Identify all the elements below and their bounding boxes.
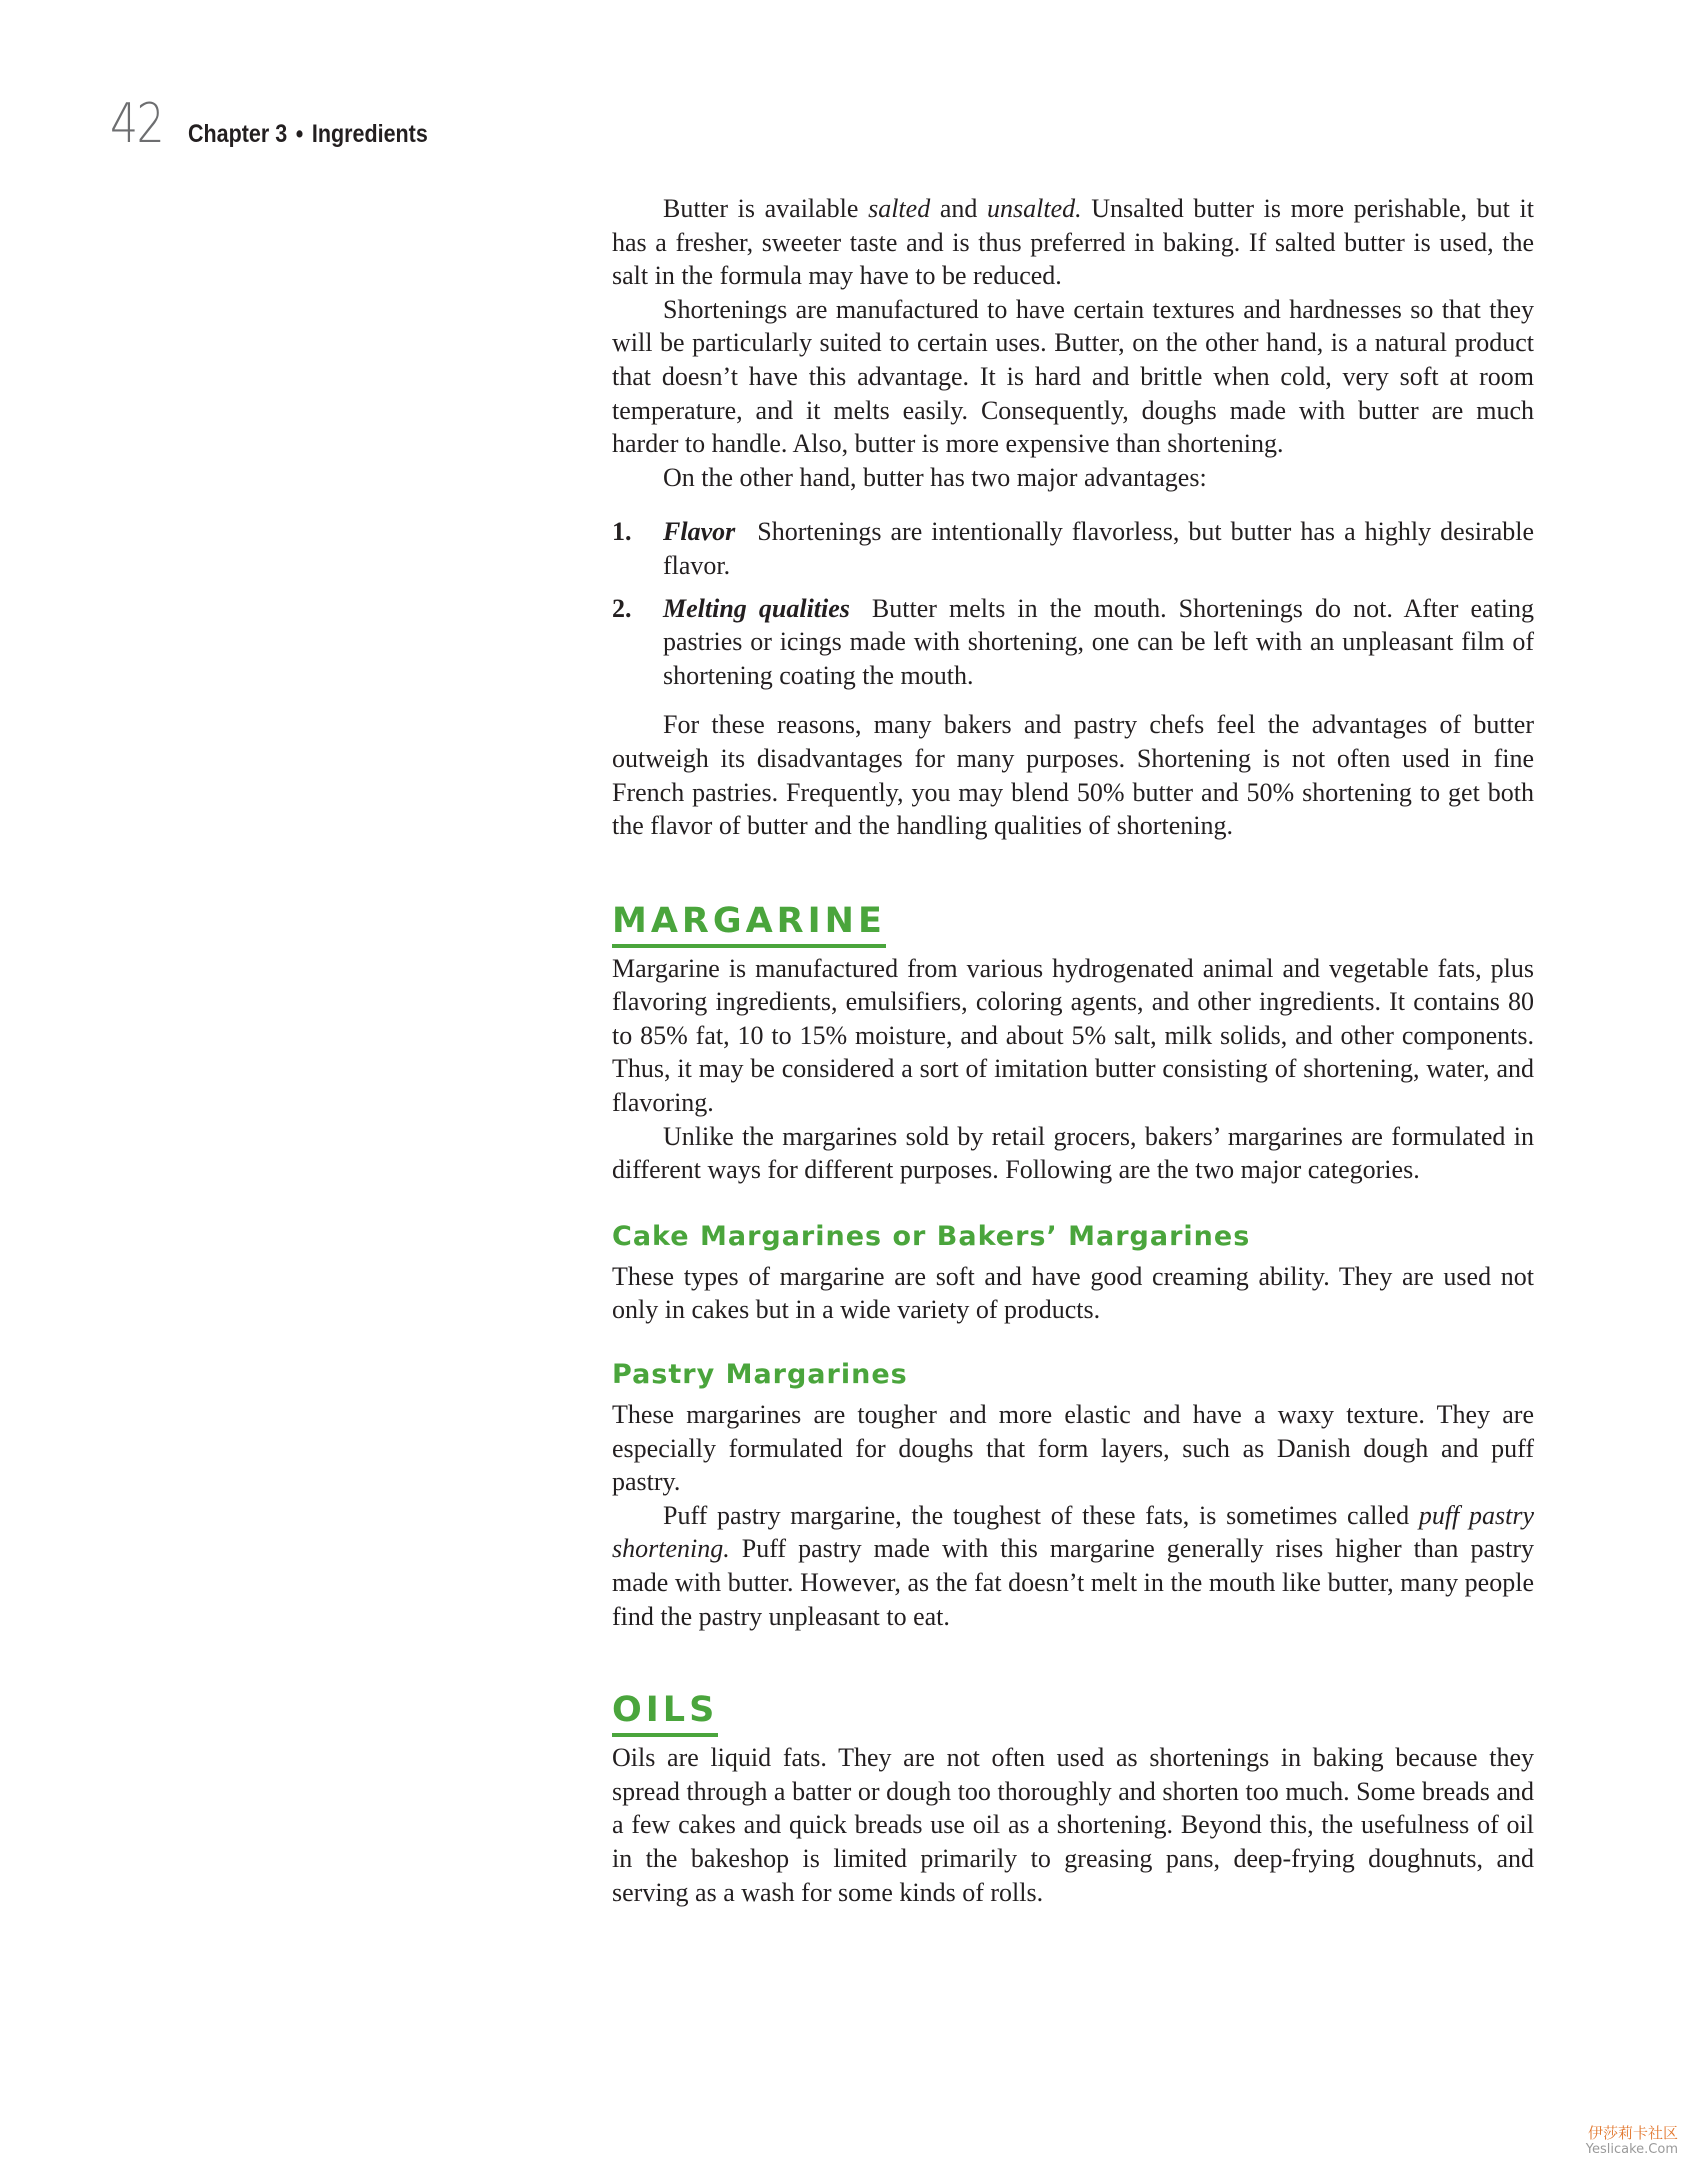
section-label: Ingredients — [311, 120, 428, 148]
butter-paragraph-2: Shortenings are manufactured to have certain textures and hardnesses so that they will be particularly suited to certain uses. Butter, on the other hand, is a natural product that doesn’t have this advantage. It is hard and brittle when cold, very soft at room temperature, and it melts easily. Consequently, doughs made with butter are much harder to handle. Also, butter is more expensive than shortening. — [612, 294, 1534, 459]
list-term: Melting qualities — [663, 593, 850, 623]
oils-paragraph-1: Oils are liquid fats. They are not often used as shortenings in baking because they spread through a batter or dough too thoroughly and shorten too much. Some breads and a few cakes and quick breads use oil as a shortening. Beyond this, the usefulness of oil in the bakeshop is limited primarily to greasing pans, deep-frying doughnuts, and serving as a wash for some kinds of rolls. — [612, 1743, 1534, 1907]
running-head — [188, 120, 428, 149]
butter-paragraph-4: For these reasons, many bakers and pastry chefs feel the advantages of butter outweigh its disadvantages for many purposes. Shortening is not often used in fine French pastries. Frequently, you may blend 50% butter and 50% shortening to get both the flavor of butter and the handling qualities of shortening. — [612, 710, 1534, 841]
advantages-list — [612, 515, 1534, 692]
puff-pastry-shortening-term: puff pastry shortening. — [612, 1500, 1534, 1564]
page-number: 42 — [110, 92, 164, 155]
site-watermark — [1586, 2124, 1678, 2158]
pastry-margarines-paragraph-2: Puff pastry margarine, the toughest of these fats, is sometimes called puff pastry shortening. Puff pastry made with this margarine generally rises higher than pastry made with butter. However, as the fat doesn’t melt in the mouth like butter, many people find the pastry unpleasant to eat. — [612, 1500, 1534, 1631]
list-number: 2. — [612, 593, 632, 623]
cake-margarines-heading: Cake Margarines or Bakers’ Margarines — [612, 1220, 1251, 1252]
margarine-paragraph-1: Margarine is manufactured from various hydrogenated animal and vegetable fats, plus flavoring ingredients, emulsifiers, coloring agents, and other ingredients. It contains 80 to 85% fat, 10 to 15% moisture, and about 5% salt, milk solids, and other components. Thus, it may be considered a sort of imitation butter consisting of shortening, water, and flavoring. — [612, 953, 1534, 1118]
margarine-heading-wrap — [612, 900, 1534, 948]
list-number: 1. — [612, 517, 632, 547]
watermark-chinese: 伊莎莉卡社区 — [1587, 2124, 1678, 2142]
running-header — [110, 92, 467, 155]
list-term: Flavor — [663, 517, 736, 547]
bullet-separator: • — [295, 120, 304, 148]
butter-paragraph-1: Butter is available salted and unsalted. Unsalted butter is more perishable, but it has a fresher, sweeter taste and is thus preferred in baking. If salted butter is used, the salt in the formula may have to be reduced. — [612, 194, 1534, 291]
salted-term: salted — [868, 194, 931, 223]
oils-heading-wrap — [612, 1689, 1534, 1737]
watermark-url: Yeslicake.Com — [1585, 2142, 1678, 2157]
cake-margarines-text: These types of margarine are soft and have good creaming ability. They are used not only in cakes but in a wide variety of products. — [612, 1261, 1534, 1325]
chapter-label: Chapter 3 — [188, 120, 288, 148]
margarine-heading: MARGARINE — [612, 900, 886, 948]
pastry-margarines-paragraph-1: These margarines are tougher and more elastic and have a waxy texture. They are especially formulated for doughs that form layers, such as Danish dough and puff pastry. — [612, 1400, 1534, 1497]
list-text: Shortenings are intentionally flavorless, but butter has a highly desirable flavor. — [663, 517, 1534, 580]
list-item — [612, 592, 1534, 693]
pastry-margarines-heading: Pastry Margarines — [612, 1359, 908, 1391]
unsalted-term: unsalted. — [987, 194, 1082, 223]
text-column — [612, 192, 1534, 1909]
oils-heading: OILS — [612, 1689, 718, 1737]
butter-paragraph-3: On the other hand, butter has two major advantages: — [663, 462, 1207, 492]
margarine-paragraph-2: Unlike the margarines sold by retail grocers, bakers’ margarines are formulated in different ways for different purposes. Following are the two major categories. — [612, 1121, 1534, 1185]
list-item — [612, 515, 1534, 582]
list-text: Butter melts in the mouth. Shortenings do not. After eating pastries or icings made with shortening, one can be left with an unpleasant film of shortening coating the mouth. — [663, 593, 1534, 690]
